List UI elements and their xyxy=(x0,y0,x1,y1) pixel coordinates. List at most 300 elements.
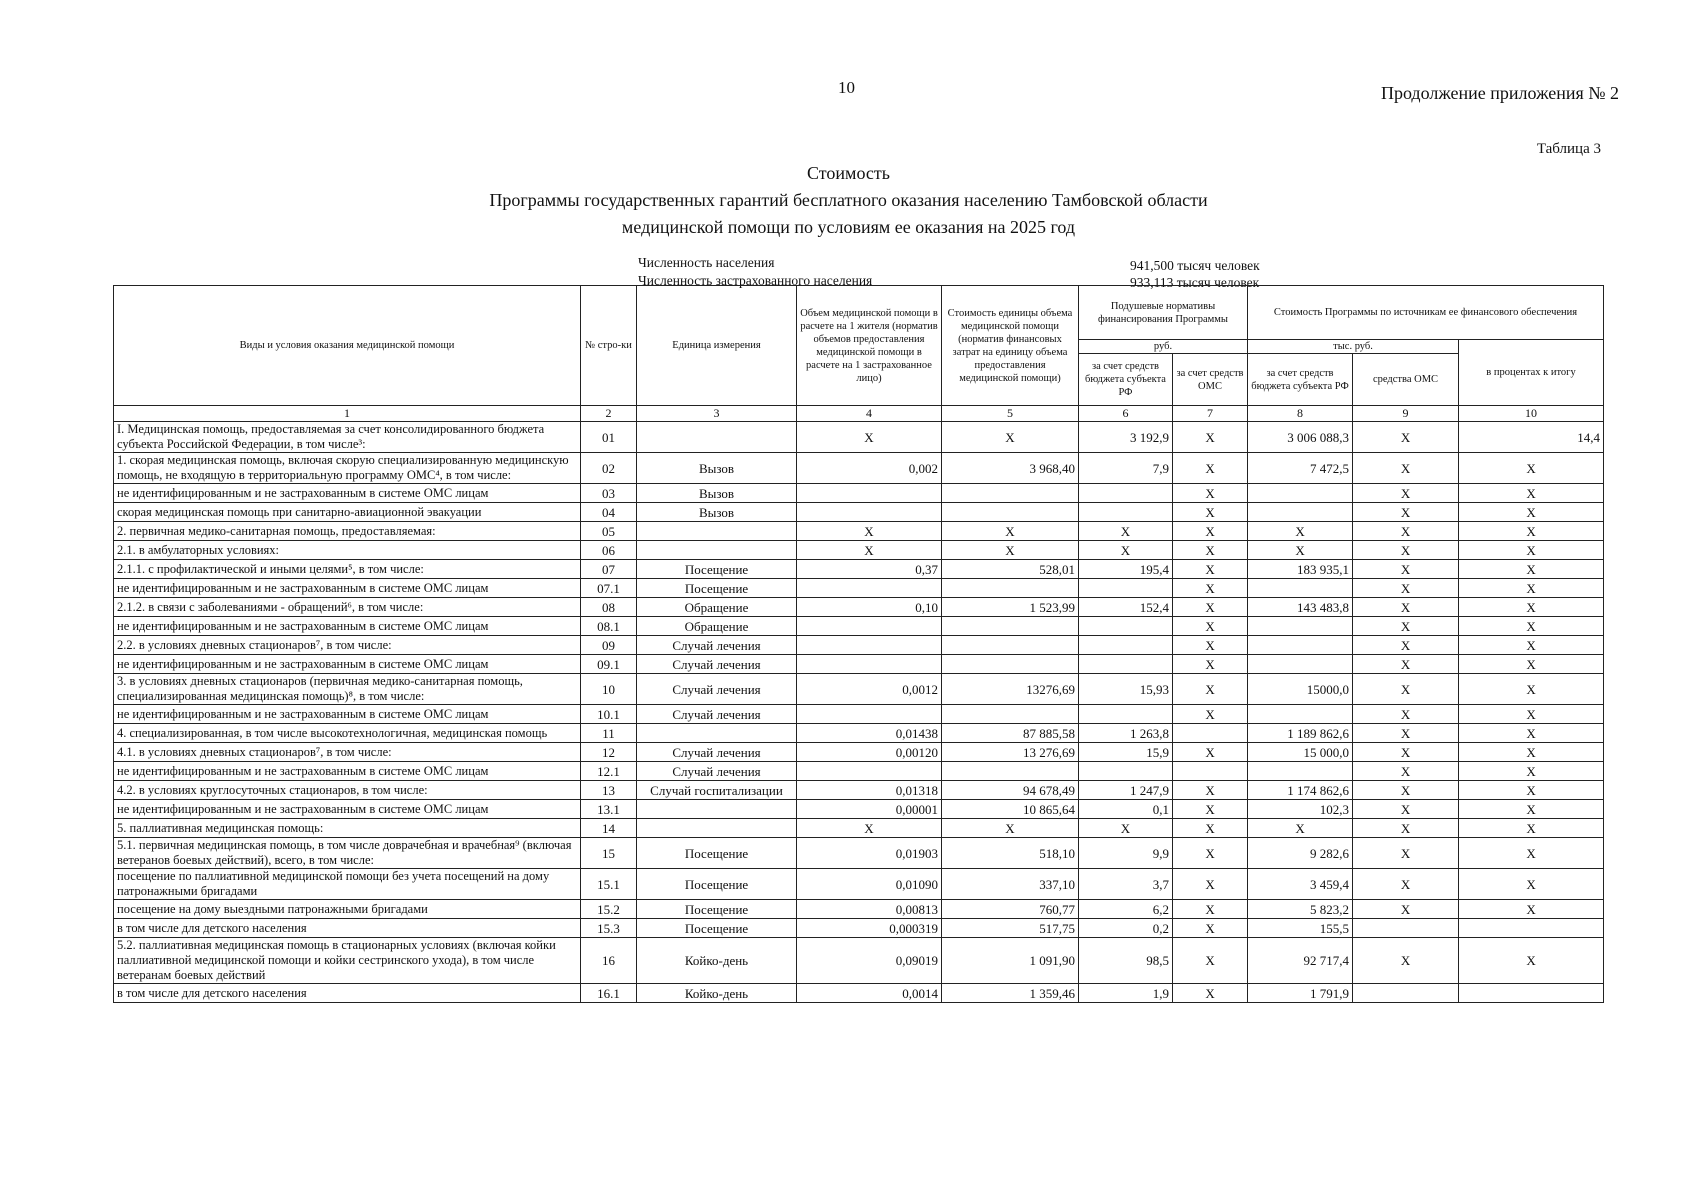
unit-cell: Посещение xyxy=(637,919,797,938)
percent-cell: X xyxy=(1459,453,1604,484)
oms-cost-cell: X xyxy=(1353,579,1459,598)
budget-cost-cell xyxy=(1248,503,1353,522)
percent-cell: X xyxy=(1459,838,1604,869)
oms-cost-cell: X xyxy=(1353,838,1459,869)
unit-cell: Обращение xyxy=(637,617,797,636)
unit-cost-cell: 518,10 xyxy=(942,838,1079,869)
table-row xyxy=(114,636,1604,655)
table-row xyxy=(114,938,1604,984)
row-number-cell: 06 xyxy=(581,541,637,560)
budget-cost-cell: 102,3 xyxy=(1248,800,1353,819)
table-row xyxy=(114,919,1604,938)
title-line-1: Стоимость xyxy=(807,163,890,183)
unit-cost-cell: 528,01 xyxy=(942,560,1079,579)
budget-norm-cell xyxy=(1079,484,1173,503)
row-number-cell: 12.1 xyxy=(581,762,637,781)
unit-cell xyxy=(637,800,797,819)
title-line-3: медицинской помощи по условиям ее оказания на 2025 год xyxy=(621,217,1076,237)
column-number: 2 xyxy=(581,406,637,422)
unit-cost-cell: 1 523,99 xyxy=(942,598,1079,617)
row-name-cell: 5. паллиативная медицинская помощь: xyxy=(114,819,581,838)
header-oms-cost: средства ОМС xyxy=(1353,354,1459,406)
percent-cell: X xyxy=(1459,781,1604,800)
budget-cost-cell: 1 791,9 xyxy=(1248,984,1353,1003)
oms-cost-cell: X xyxy=(1353,781,1459,800)
unit-cell xyxy=(637,819,797,838)
oms-cost-cell: X xyxy=(1353,636,1459,655)
table-row xyxy=(114,503,1604,522)
volume-cell xyxy=(797,503,942,522)
row-number-cell: 15.3 xyxy=(581,919,637,938)
header-volume: Объем медицинской помощи в расчете на 1 жителя (норматив объемов предоставления медицинской помощи в расчете на 1 застрахованное лицо) xyxy=(797,286,942,406)
header-row-number: № стро-ки xyxy=(581,286,637,406)
oms-norm-cell: X xyxy=(1173,541,1248,560)
table-row xyxy=(114,560,1604,579)
volume-cell xyxy=(797,762,942,781)
row-name-cell: не идентифицированным и не застрахованным в системе ОМС лицам xyxy=(114,484,581,503)
oms-cost-cell: X xyxy=(1353,522,1459,541)
oms-norm-cell: X xyxy=(1173,919,1248,938)
oms-norm-cell: X xyxy=(1173,781,1248,800)
oms-cost-cell: X xyxy=(1353,705,1459,724)
row-number-cell: 14 xyxy=(581,819,637,838)
oms-norm-cell: X xyxy=(1173,655,1248,674)
column-numbers-row xyxy=(114,406,1604,422)
oms-norm-cell: X xyxy=(1173,938,1248,984)
budget-norm-cell: 152,4 xyxy=(1079,598,1173,617)
volume-cell: 0,00001 xyxy=(797,800,942,819)
percent-cell: X xyxy=(1459,724,1604,743)
volume-cell xyxy=(797,617,942,636)
budget-norm-cell xyxy=(1079,579,1173,598)
oms-norm-cell: X xyxy=(1173,900,1248,919)
oms-cost-cell xyxy=(1353,984,1459,1003)
table-row xyxy=(114,900,1604,919)
table-row xyxy=(114,674,1604,705)
unit-cell: Обращение xyxy=(637,598,797,617)
budget-norm-cell: 0,1 xyxy=(1079,800,1173,819)
budget-cost-cell xyxy=(1248,484,1353,503)
budget-norm-cell: 1 247,9 xyxy=(1079,781,1173,800)
budget-norm-cell: 15,93 xyxy=(1079,674,1173,705)
table-row xyxy=(114,453,1604,484)
budget-cost-cell: 15000,0 xyxy=(1248,674,1353,705)
unit-cell: Случай лечения xyxy=(637,674,797,705)
oms-norm-cell: X xyxy=(1173,617,1248,636)
oms-cost-cell: X xyxy=(1353,800,1459,819)
oms-norm-cell: X xyxy=(1173,598,1248,617)
budget-cost-cell: 3 006 088,3 xyxy=(1248,422,1353,453)
unit-cell: Случай лечения xyxy=(637,655,797,674)
table-row xyxy=(114,984,1604,1003)
row-name-cell: I. Медицинская помощь, предоставляемая за счет консолидированного бюджета субъекта Российской Федерации, в том числе³: xyxy=(114,422,581,453)
table-row xyxy=(114,541,1604,560)
budget-cost-cell: 7 472,5 xyxy=(1248,453,1353,484)
column-number: 4 xyxy=(797,406,942,422)
volume-cell: 0,01903 xyxy=(797,838,942,869)
row-number-cell: 10 xyxy=(581,674,637,705)
unit-cost-cell: 1 091,90 xyxy=(942,938,1079,984)
volume-cell xyxy=(797,636,942,655)
table-row xyxy=(114,743,1604,762)
budget-cost-cell: 9 282,6 xyxy=(1248,838,1353,869)
budget-norm-cell: 7,9 xyxy=(1079,453,1173,484)
percent-cell xyxy=(1459,984,1604,1003)
row-number-cell: 15 xyxy=(581,838,637,869)
row-number-cell: 11 xyxy=(581,724,637,743)
unit-cost-cell: X xyxy=(942,422,1079,453)
volume-cell: 0,01438 xyxy=(797,724,942,743)
oms-cost-cell: X xyxy=(1353,900,1459,919)
row-number-cell: 02 xyxy=(581,453,637,484)
volume-cell: 0,002 xyxy=(797,453,942,484)
oms-cost-cell: X xyxy=(1353,819,1459,838)
header-budget-norm: за счет средств бюджета субъекта РФ xyxy=(1079,354,1173,406)
table-body xyxy=(114,422,1604,1003)
budget-norm-cell: 9,9 xyxy=(1079,838,1173,869)
unit-cost-cell: 337,10 xyxy=(942,869,1079,900)
row-name-cell: 4. специализированная, в том числе высокотехнологичная, медицинская помощь xyxy=(114,724,581,743)
header-rub-unit: руб. xyxy=(1079,340,1248,354)
oms-norm-cell: X xyxy=(1173,800,1248,819)
unit-cost-cell xyxy=(942,762,1079,781)
oms-cost-cell: X xyxy=(1353,724,1459,743)
volume-cell: 0,37 xyxy=(797,560,942,579)
column-number: 10 xyxy=(1459,406,1604,422)
percent-cell: X xyxy=(1459,579,1604,598)
column-number: 5 xyxy=(942,406,1079,422)
budget-cost-cell: X xyxy=(1248,541,1353,560)
percent-cell: X xyxy=(1459,800,1604,819)
volume-cell: 0,10 xyxy=(797,598,942,617)
unit-cell: Вызов xyxy=(637,453,797,484)
table-row xyxy=(114,838,1604,869)
unit-cell: Случай лечения xyxy=(637,762,797,781)
unit-cost-cell xyxy=(942,484,1079,503)
row-number-cell: 10.1 xyxy=(581,705,637,724)
row-name-cell: 3. в условиях дневных стационаров (первичная медико-санитарная помощь, специализированная медицинская помощь)⁸, в том числе: xyxy=(114,674,581,705)
volume-cell: 0,01318 xyxy=(797,781,942,800)
row-number-cell: 04 xyxy=(581,503,637,522)
oms-norm-cell: X xyxy=(1173,984,1248,1003)
unit-cost-cell xyxy=(942,705,1079,724)
unit-cell: Посещение xyxy=(637,838,797,869)
volume-cell: 0,01090 xyxy=(797,869,942,900)
volume-cell: 0,09019 xyxy=(797,938,942,984)
unit-cost-cell xyxy=(942,579,1079,598)
percent-cell: X xyxy=(1459,819,1604,838)
population-label: Численность населения xyxy=(638,255,775,270)
unit-cell xyxy=(637,522,797,541)
column-number: 9 xyxy=(1353,406,1459,422)
document-title xyxy=(0,160,1697,241)
column-number: 8 xyxy=(1248,406,1353,422)
volume-cell xyxy=(797,484,942,503)
row-name-cell: скорая медицинская помощь при санитарно-авиационной эвакуации xyxy=(114,503,581,522)
oms-cost-cell: X xyxy=(1353,422,1459,453)
budget-cost-cell: 155,5 xyxy=(1248,919,1353,938)
unit-cell: Посещение xyxy=(637,560,797,579)
insured-population-label: Численность застрахованного населения xyxy=(638,273,873,288)
table-row xyxy=(114,869,1604,900)
unit-cost-cell: X xyxy=(942,541,1079,560)
oms-norm-cell: X xyxy=(1173,579,1248,598)
table-row xyxy=(114,800,1604,819)
budget-norm-cell xyxy=(1079,655,1173,674)
unit-cell: Случай лечения xyxy=(637,705,797,724)
budget-norm-cell: 0,2 xyxy=(1079,919,1173,938)
header-unit-cost: Стоимость единицы объема медицинской помощи (норматив финансовых затрат на единицу объема предоставления медицинской помощи) xyxy=(942,286,1079,406)
row-number-cell: 05 xyxy=(581,522,637,541)
oms-cost-cell: X xyxy=(1353,598,1459,617)
row-name-cell: 2.1.2. в связи с заболеваниями - обращений⁶, в том числе: xyxy=(114,598,581,617)
percent-cell: X xyxy=(1459,655,1604,674)
table-row xyxy=(114,724,1604,743)
volume-cell: X xyxy=(797,819,942,838)
unit-cell: Посещение xyxy=(637,900,797,919)
volume-cell: 0,000319 xyxy=(797,919,942,938)
unit-cell: Вызов xyxy=(637,484,797,503)
percent-cell xyxy=(1459,919,1604,938)
oms-cost-cell: X xyxy=(1353,655,1459,674)
header-budget-cost: за счет средств бюджета субъекта РФ xyxy=(1248,354,1353,406)
oms-norm-cell: X xyxy=(1173,705,1248,724)
unit-cell: Случай госпитализации xyxy=(637,781,797,800)
percent-cell: X xyxy=(1459,598,1604,617)
row-number-cell: 12 xyxy=(581,743,637,762)
budget-norm-cell: 6,2 xyxy=(1079,900,1173,919)
row-number-cell: 13 xyxy=(581,781,637,800)
oms-cost-cell: X xyxy=(1353,762,1459,781)
row-name-cell: 4.2. в условиях круглосуточных стационаров, в том числе: xyxy=(114,781,581,800)
budget-norm-cell: 3 192,9 xyxy=(1079,422,1173,453)
header-thousand-rub-unit: тыс. руб. xyxy=(1248,340,1459,354)
unit-cost-cell: 13 276,69 xyxy=(942,743,1079,762)
budget-cost-cell: 5 823,2 xyxy=(1248,900,1353,919)
budget-norm-cell: 1,9 xyxy=(1079,984,1173,1003)
table-number: Таблица 3 xyxy=(1536,141,1601,157)
budget-norm-cell: 195,4 xyxy=(1079,560,1173,579)
percent-cell: X xyxy=(1459,900,1604,919)
table-row xyxy=(114,422,1604,453)
row-number-cell: 07 xyxy=(581,560,637,579)
unit-cell: Случай лечения xyxy=(637,636,797,655)
column-number: 1 xyxy=(114,406,581,422)
unit-cell: Посещение xyxy=(637,579,797,598)
oms-norm-cell: X xyxy=(1173,636,1248,655)
volume-cell xyxy=(797,705,942,724)
percent-cell: X xyxy=(1459,617,1604,636)
budget-cost-cell: 143 483,8 xyxy=(1248,598,1353,617)
row-number-cell: 03 xyxy=(581,484,637,503)
budget-cost-cell: 92 717,4 xyxy=(1248,938,1353,984)
column-number: 6 xyxy=(1079,406,1173,422)
unit-cell: Вызов xyxy=(637,503,797,522)
row-number-cell: 07.1 xyxy=(581,579,637,598)
oms-norm-cell: X xyxy=(1173,819,1248,838)
row-name-cell: не идентифицированным и не застрахованным в системе ОМС лицам xyxy=(114,579,581,598)
table-row xyxy=(114,762,1604,781)
header-kind: Виды и условия оказания медицинской помощи xyxy=(114,286,581,406)
program-cost-table xyxy=(113,285,1604,1003)
budget-norm-cell: X xyxy=(1079,522,1173,541)
insured-population-value: 933,113 тысяч человек xyxy=(1130,275,1260,290)
unit-cell xyxy=(637,724,797,743)
budget-cost-cell xyxy=(1248,762,1353,781)
volume-cell xyxy=(797,655,942,674)
oms-cost-cell: X xyxy=(1353,541,1459,560)
budget-cost-cell: 1 174 862,6 xyxy=(1248,781,1353,800)
unit-cell: Посещение xyxy=(637,869,797,900)
table-row xyxy=(114,484,1604,503)
percent-cell: X xyxy=(1459,636,1604,655)
oms-norm-cell: X xyxy=(1173,743,1248,762)
budget-norm-cell: 15,9 xyxy=(1079,743,1173,762)
row-number-cell: 01 xyxy=(581,422,637,453)
unit-cost-cell xyxy=(942,617,1079,636)
oms-norm-cell: X xyxy=(1173,484,1248,503)
unit-cell xyxy=(637,541,797,560)
column-number: 7 xyxy=(1173,406,1248,422)
budget-cost-cell: 15 000,0 xyxy=(1248,743,1353,762)
budget-norm-cell xyxy=(1079,617,1173,636)
header-percent: в процентах к итогу xyxy=(1459,340,1604,406)
oms-norm-cell: X xyxy=(1173,503,1248,522)
row-name-cell: не идентифицированным и не застрахованным в системе ОМС лицам xyxy=(114,617,581,636)
table-row xyxy=(114,617,1604,636)
budget-cost-cell: 183 935,1 xyxy=(1248,560,1353,579)
table-row xyxy=(114,598,1604,617)
unit-cost-cell xyxy=(942,503,1079,522)
row-name-cell: 2. первичная медико-санитарная помощь, предоставляемая: xyxy=(114,522,581,541)
population-value: 941,500 тысяч человек xyxy=(1130,258,1260,273)
volume-cell: 0,00120 xyxy=(797,743,942,762)
table-row xyxy=(114,705,1604,724)
row-name-cell: 2.1.1. с профилактической и иными целями⁵, в том числе: xyxy=(114,560,581,579)
unit-cost-cell: 517,75 xyxy=(942,919,1079,938)
oms-norm-cell xyxy=(1173,724,1248,743)
row-name-cell: посещение на дому выездными патронажными бригадами xyxy=(114,900,581,919)
row-number-cell: 16 xyxy=(581,938,637,984)
oms-norm-cell: X xyxy=(1173,560,1248,579)
percent-cell: 14,4 xyxy=(1459,422,1604,453)
percent-cell: X xyxy=(1459,522,1604,541)
oms-norm-cell: X xyxy=(1173,453,1248,484)
table-row xyxy=(114,522,1604,541)
budget-cost-cell: 1 189 862,6 xyxy=(1248,724,1353,743)
unit-cost-cell: 87 885,58 xyxy=(942,724,1079,743)
volume-cell: 0,0014 xyxy=(797,984,942,1003)
volume-cell: 0,00813 xyxy=(797,900,942,919)
budget-cost-cell: X xyxy=(1248,819,1353,838)
budget-cost-cell xyxy=(1248,617,1353,636)
percent-cell: X xyxy=(1459,560,1604,579)
title-line-2: Программы государственных гарантий бесплатного оказания населению Тамбовской области xyxy=(489,190,1208,210)
percent-cell: X xyxy=(1459,705,1604,724)
unit-cost-cell xyxy=(942,636,1079,655)
unit-cost-cell: 1 359,46 xyxy=(942,984,1079,1003)
row-name-cell: не идентифицированным и не застрахованным в системе ОМС лицам xyxy=(114,762,581,781)
row-name-cell: в том числе для детского населения xyxy=(114,919,581,938)
row-name-cell: 1. скорая медицинская помощь, включая скорую специализированную медицинскую помощь, не входящую в территориальную программу ОМС⁴, в том числе: xyxy=(114,453,581,484)
oms-norm-cell xyxy=(1173,762,1248,781)
row-number-cell: 13.1 xyxy=(581,800,637,819)
row-number-cell: 15.2 xyxy=(581,900,637,919)
table-row xyxy=(114,781,1604,800)
header-unit: Единица измерения xyxy=(637,286,797,406)
oms-cost-cell: X xyxy=(1353,503,1459,522)
percent-cell: X xyxy=(1459,541,1604,560)
budget-norm-cell: X xyxy=(1079,819,1173,838)
budget-norm-cell xyxy=(1079,503,1173,522)
budget-cost-cell: X xyxy=(1248,522,1353,541)
oms-norm-cell: X xyxy=(1173,674,1248,705)
column-number: 3 xyxy=(637,406,797,422)
budget-norm-cell xyxy=(1079,636,1173,655)
table-row xyxy=(114,819,1604,838)
volume-cell: X xyxy=(797,422,942,453)
row-number-cell: 09.1 xyxy=(581,655,637,674)
budget-norm-cell: 1 263,8 xyxy=(1079,724,1173,743)
percent-cell: X xyxy=(1459,484,1604,503)
percent-cell: X xyxy=(1459,503,1604,522)
budget-cost-cell xyxy=(1248,636,1353,655)
budget-norm-cell xyxy=(1079,705,1173,724)
header-per-capita-norms: Подушевые нормативы финансирования Программы xyxy=(1079,286,1248,340)
row-number-cell: 08 xyxy=(581,598,637,617)
page-number: 10 xyxy=(838,78,855,97)
volume-cell: X xyxy=(797,541,942,560)
oms-norm-cell: X xyxy=(1173,869,1248,900)
budget-norm-cell: X xyxy=(1079,541,1173,560)
unit-cost-cell: 13276,69 xyxy=(942,674,1079,705)
row-name-cell: не идентифицированным и не застрахованным в системе ОМС лицам xyxy=(114,800,581,819)
header-program-cost: Стоимость Программы по источникам ее финансового обеспечения xyxy=(1248,286,1604,340)
oms-cost-cell xyxy=(1353,919,1459,938)
oms-cost-cell: X xyxy=(1353,743,1459,762)
budget-norm-cell xyxy=(1079,762,1173,781)
unit-cost-cell xyxy=(942,655,1079,674)
oms-cost-cell: X xyxy=(1353,617,1459,636)
budget-norm-cell: 98,5 xyxy=(1079,938,1173,984)
budget-cost-cell xyxy=(1248,579,1353,598)
oms-cost-cell: X xyxy=(1353,560,1459,579)
oms-cost-cell: X xyxy=(1353,453,1459,484)
row-name-cell: 5.1. первичная медицинская помощь, в том числе доврачебная и врачебная⁹ (включая ветеранов боевых действий), всего, в том числе: xyxy=(114,838,581,869)
unit-cell: Случай лечения xyxy=(637,743,797,762)
unit-cost-cell: X xyxy=(942,522,1079,541)
oms-cost-cell: X xyxy=(1353,484,1459,503)
unit-cell xyxy=(637,422,797,453)
unit-cost-cell: 760,77 xyxy=(942,900,1079,919)
row-name-cell: 2.2. в условиях дневных стационаров⁷, в том числе: xyxy=(114,636,581,655)
volume-cell: 0,0012 xyxy=(797,674,942,705)
unit-cost-cell: 94 678,49 xyxy=(942,781,1079,800)
volume-cell: X xyxy=(797,522,942,541)
table-row xyxy=(114,655,1604,674)
oms-norm-cell: X xyxy=(1173,838,1248,869)
budget-cost-cell: 3 459,4 xyxy=(1248,869,1353,900)
unit-cell: Койко-день xyxy=(637,938,797,984)
percent-cell: X xyxy=(1459,674,1604,705)
oms-norm-cell: X xyxy=(1173,422,1248,453)
percent-cell: X xyxy=(1459,743,1604,762)
table-row xyxy=(114,579,1604,598)
percent-cell: X xyxy=(1459,762,1604,781)
percent-cell: X xyxy=(1459,938,1604,984)
unit-cost-cell: X xyxy=(942,819,1079,838)
row-number-cell: 08.1 xyxy=(581,617,637,636)
